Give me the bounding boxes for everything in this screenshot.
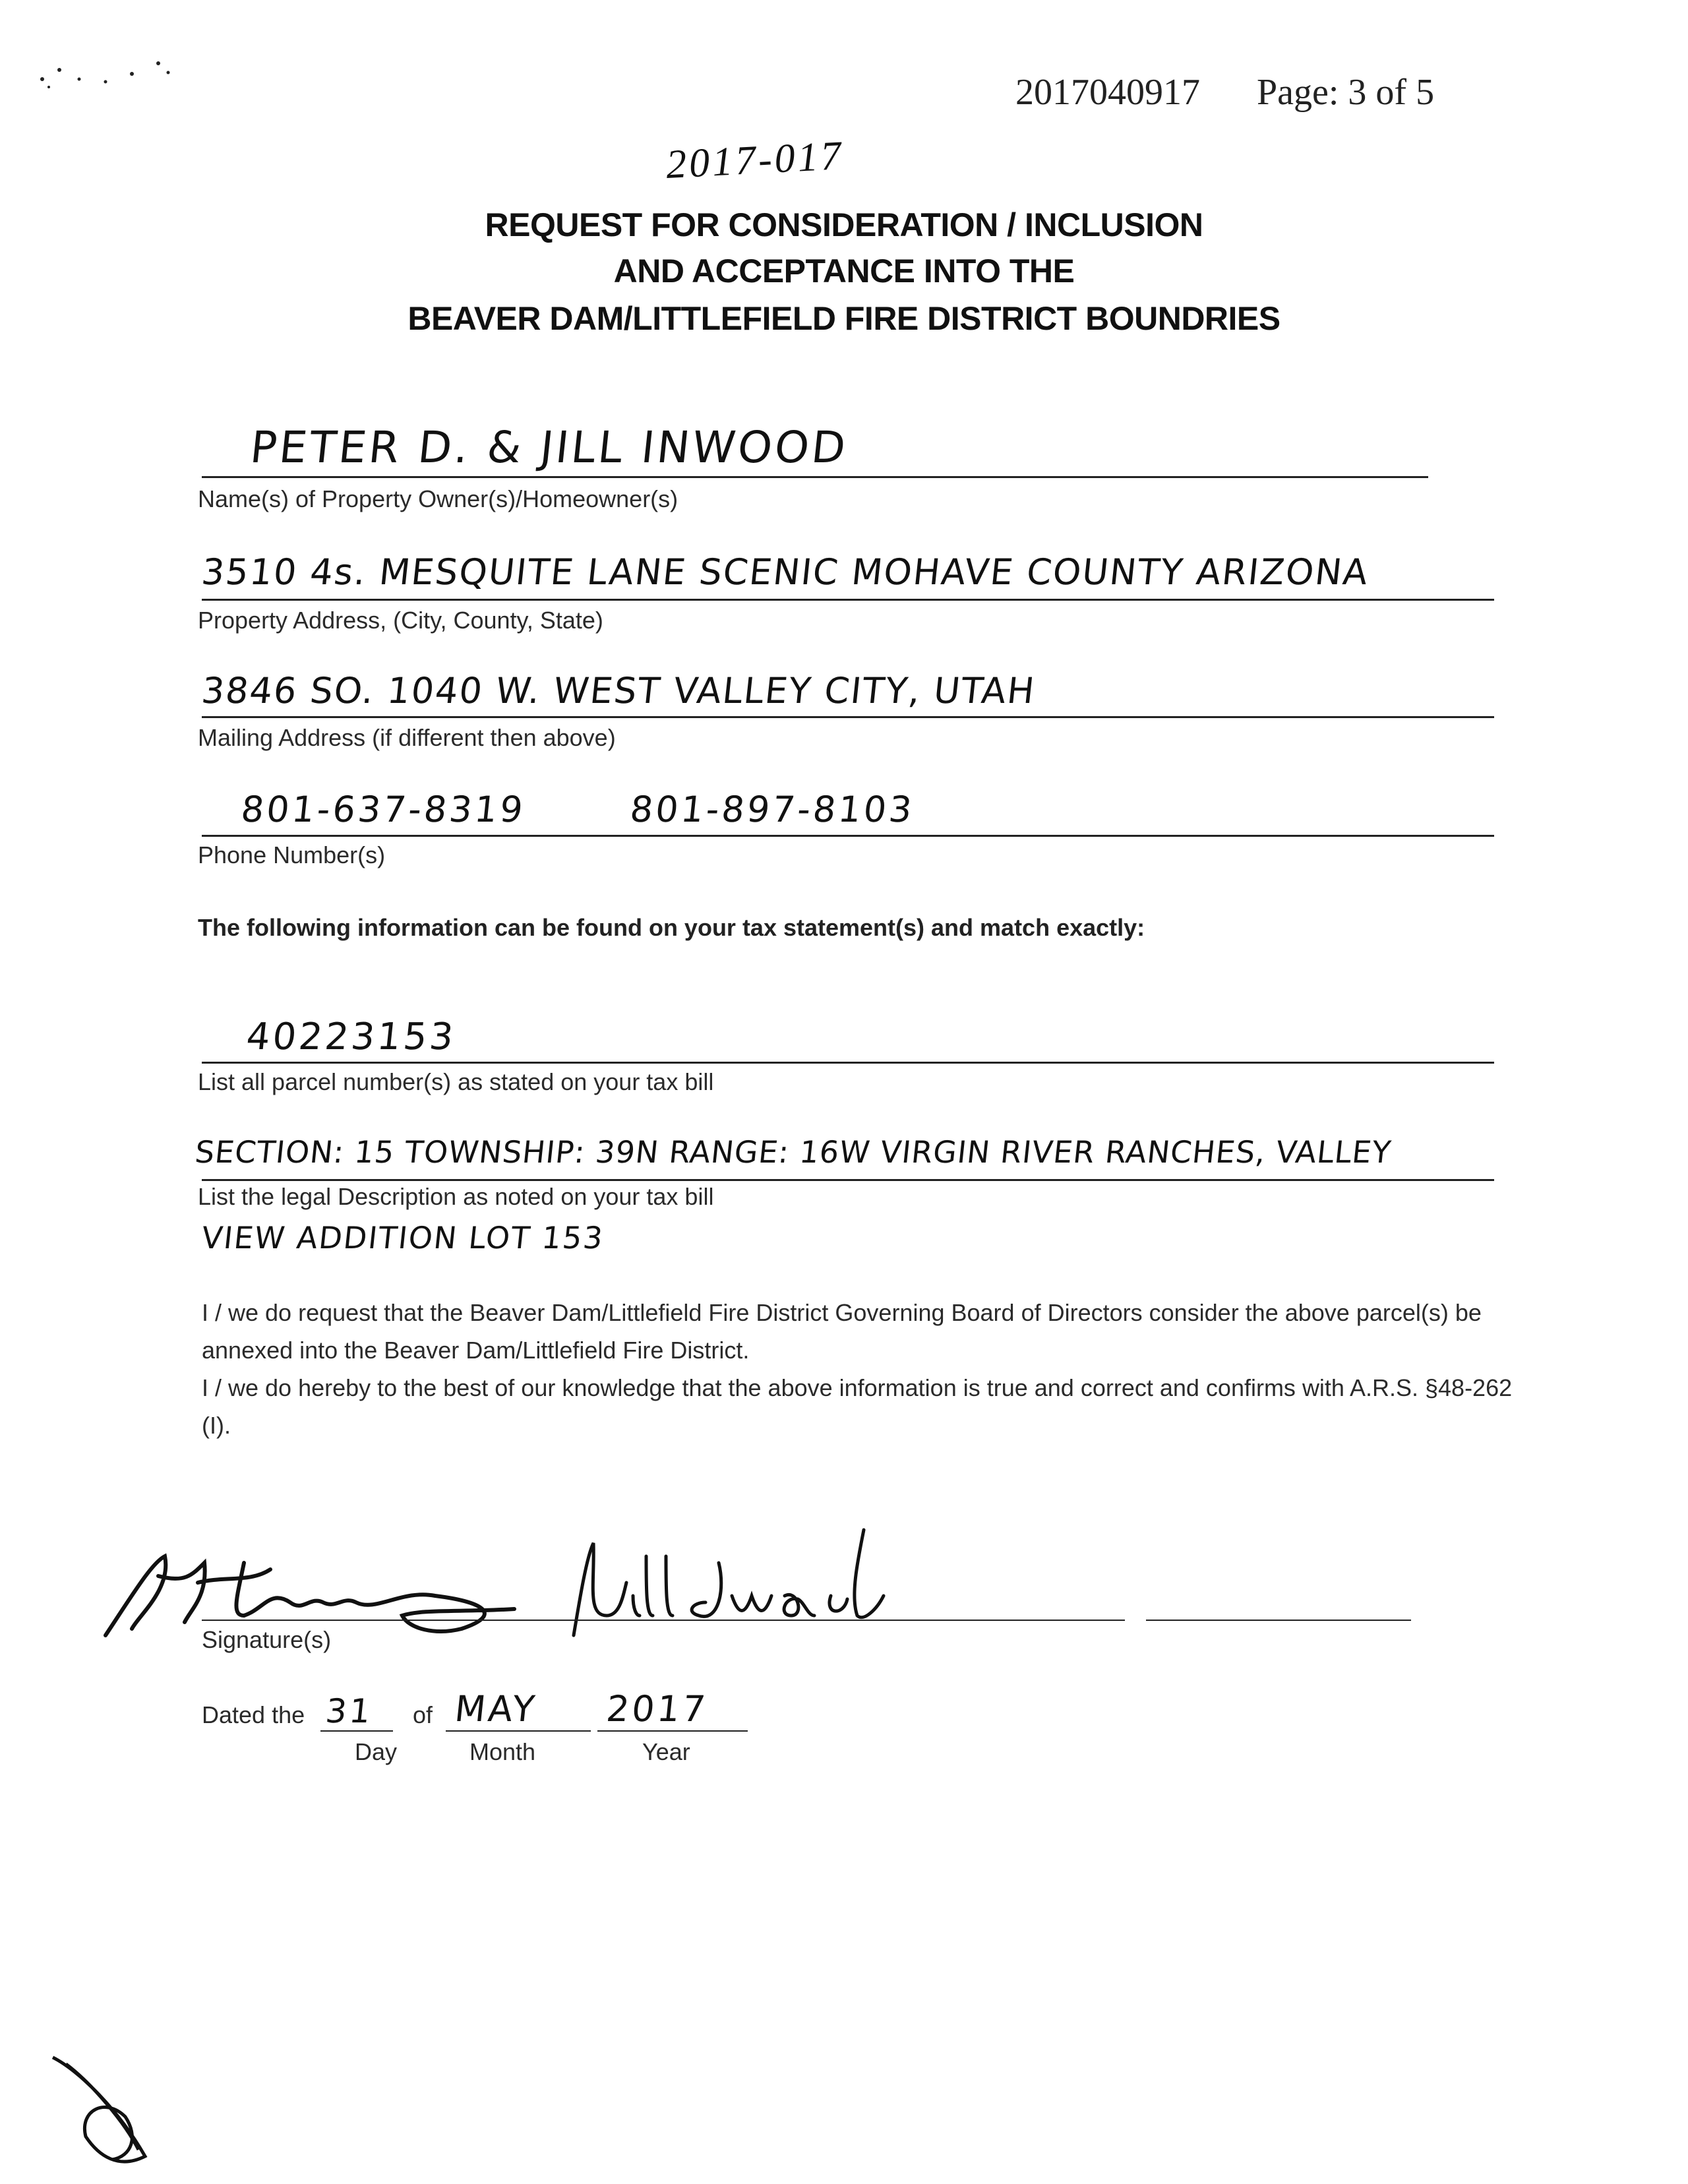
phone-value-1: 801-637-8319 [239, 789, 528, 830]
mailing-address-line [202, 716, 1494, 718]
record-number: 2017040917 [1015, 72, 1200, 113]
date-of: of [413, 1701, 433, 1728]
phone-label: Phone Number(s) [198, 841, 386, 868]
parcel-label: List all parcel number(s) as stated on your tax bill [198, 1068, 714, 1095]
date-year-line [597, 1730, 748, 1732]
title-line-3: BEAVER DAM/LITTLEFIELD FIRE DISTRICT BOUNDRIES [407, 300, 1281, 337]
owner-line [202, 476, 1428, 478]
date-day-label: Day [355, 1738, 398, 1765]
title-line-2: AND ACCEPTANCE INTO THE [613, 253, 1075, 289]
property-address-line [202, 599, 1494, 601]
phone-line [202, 835, 1494, 837]
property-address-label: Property Address, (City, County, State) [198, 607, 603, 634]
signature-line-2 [1146, 1620, 1411, 1621]
signature-label: Signature(s) [202, 1626, 332, 1653]
property-address-value: 3510 4s. MESQUITE LANE SCENIC MOHAVE COUNTY ARIZONA [199, 551, 1372, 593]
mailing-address-value: 3846 SO. 1040 W. WEST VALLEY CITY, UTAH [199, 670, 1038, 712]
legal-value-line1: SECTION: 15 TOWNSHIP: 39N RANGE: 16W VIRGIN RIVER RANCHES, VALLEY [193, 1134, 1393, 1170]
date-day-value: 31 [323, 1692, 375, 1730]
date-day-line [320, 1730, 393, 1732]
date-prefix: Dated the [202, 1701, 305, 1728]
date-month-value: MAY [452, 1688, 539, 1730]
handwritten-reference: 2017-017 [665, 133, 845, 188]
date-year-value: 2017 [604, 1688, 710, 1730]
date-month-label: Month [469, 1738, 536, 1765]
scan-specks [33, 53, 178, 99]
legal-label: List the legal Description as noted on your tax bill [198, 1183, 714, 1210]
owner-label: Name(s) of Property Owner(s)/Homeowner(s) [198, 485, 678, 512]
mailing-address-label: Mailing Address (if different then above) [198, 724, 616, 751]
statements [202, 1294, 1521, 1444]
title-line-1: REQUEST FOR CONSIDERATION / INCLUSION [485, 206, 1203, 243]
signature-2-image [547, 1517, 890, 1649]
record-page: Page: 3 of 5 [1257, 72, 1435, 113]
corner-scribble [40, 2044, 171, 2176]
phone-value-2: 801-897-8103 [628, 789, 917, 830]
statement-certify: I / we do hereby to the best of our knowledge that the above information is true and correct and confirms with A.R.S. §48-262 (I). [202, 1374, 1513, 1439]
legal-line [202, 1179, 1494, 1181]
date-year-label: Year [642, 1738, 690, 1765]
legal-value-line2: VIEW ADDITION LOT 153 [200, 1220, 606, 1256]
date-month-line [446, 1730, 591, 1732]
tax-note: The following information can be found on your tax statement(s) and match exactly: [198, 914, 1145, 941]
signature-line-1 [202, 1620, 1125, 1621]
record-header [1015, 71, 1434, 113]
parcel-value: 40223153 [244, 1016, 458, 1058]
statement-request: I / we do request that the Beaver Dam/Littlefield Fire District Governing Board of Directors consider the above parcel(s) be annexed into the Beaver Dam/Littlefield Fire District. [202, 1299, 1482, 1364]
owner-value: PETER D. & JILL INWOOD [247, 422, 851, 473]
parcel-line [202, 1062, 1494, 1064]
